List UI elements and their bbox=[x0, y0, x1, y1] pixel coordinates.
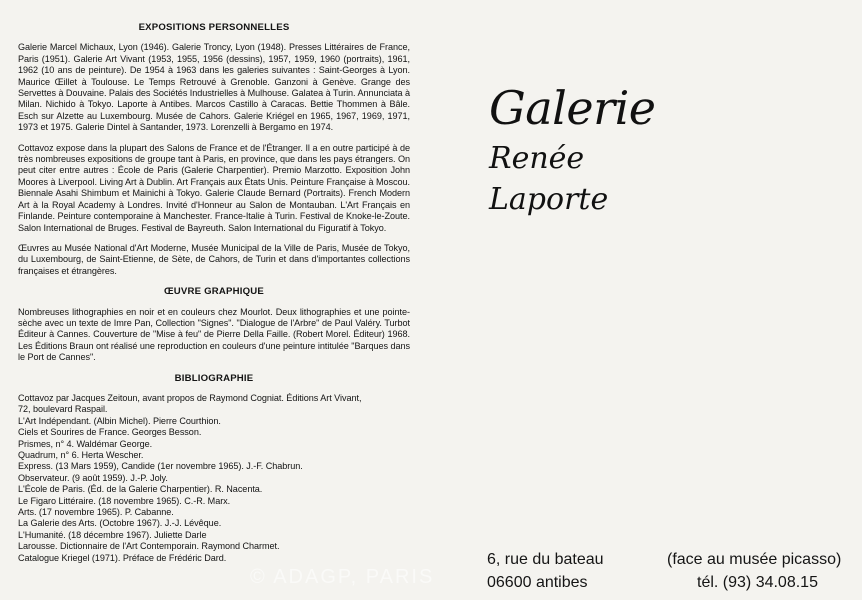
biblio-line: L'Art Indépendant. (Albin Michel). Pierre Courthion. bbox=[18, 415, 221, 426]
expositions-paragraph-3: Œuvres au Musée National d'Art Moderne, Musée Municipal de la Ville de Paris, Musée de Tokyo, du Luxembourg, de Saint-Etienne, de Sète, de Cahors, de Turin et dans d'importantes collections françaises et étrangères. bbox=[18, 242, 410, 276]
biblio-line: L'École de Paris. (Éd. de la Galerie Charpentier). R. Nacenta. bbox=[18, 484, 263, 495]
biblio-line: Quadrum, n° 6. Herta Wescher. bbox=[18, 450, 144, 460]
biblio-heading: BIBLIOGRAPHIE bbox=[174, 372, 254, 384]
biblio-line: Cottavoz par Jacques Zeitoun, avant propos de Raymond Cogniat. Éditions Art Vivant, bbox=[18, 392, 362, 403]
gallery-address bbox=[487, 548, 604, 594]
telephone: tél. (93) 34.08.15 bbox=[697, 574, 818, 591]
gallery-title bbox=[489, 80, 656, 220]
address-city: 06600 antibes bbox=[487, 574, 588, 591]
biblio-line: Observateur. (9 août 1959). J.-P. Joly. bbox=[18, 472, 168, 483]
oeuvre-paragraph: Nombreuses lithographies en noir et en couleurs chez Mourlot. Deux lithographies et une pointe-sèche avec un texte de Imre Pan, Collection "Signes". "Dialogue de l'Arbre" de Paul Valéry. Turbot Éditeur à Cannes. Couverture de "Mise à feu" de Pierre Della Faille. (Robert Morel. Éditeur) 1968. Les Éditions Braun ont réalisé une reproduction en couleurs d'une peinture intitulée "Barques dans le Port de Cannes". bbox=[18, 306, 410, 363]
biblio-line: Express. (13 Mars 1959), Candide (1er novembre 1965). J.-F. Chabrun. bbox=[18, 461, 303, 472]
title-renee: Renée bbox=[489, 141, 585, 176]
oeuvre-heading: ŒUVRE GRAPHIQUE bbox=[163, 286, 264, 298]
title-galerie: Galerie bbox=[489, 81, 656, 135]
bibliography-list bbox=[18, 393, 410, 564]
biblio-line: 72, boulevard Raspail. bbox=[18, 404, 108, 415]
biblio-line: Catalogue Kriegel (1971). Préface de Frédéric Dard. bbox=[18, 552, 227, 563]
expositions-paragraph-1: Galerie Marcel Michaux, Lyon (1946). Galerie Troncy, Lyon (1948). Presses Littéraires de France, Paris (1951). Galerie Art Vivant (1953, 1955, 1956 (dessins), 1957, 1959, 1960 (portraits), 1961, 1962 (10 ans de peinture). De 1954 à 1963 dans les galeries suivantes : Saint-Georges à Lyon. Maurice Œillet à Toulouse. Le Temps Retrouvé à Grenoble. Ganzoni à Genève. Grange des Servettes à Douvaine. Palais des Sociétés Industrielles à Mulhouse. Galatea à Turin. Annunciata à Milan. Nichido à Tokyo. Laporte à Antibes. Marcos Castillo à Caracas. Bettie Thommen à Bâle. Esch sur Alzette au Luxembourg. Musée de Cahors. Galerie Kriégel en 1965, 1967, 1969, 1971, 1973 et 1975. Galerie Dintel à Santander, 1973. Lorenzelli à Bergamo en 1974. bbox=[18, 42, 410, 133]
copyright-watermark: © ADAGP, PARIS bbox=[250, 566, 435, 588]
biblio-line: Arts. (17 novembre 1965). P. Cabanne. bbox=[18, 507, 174, 518]
biblio-line: Le Figaro Littéraire. (18 novembre 1965). C.-R. Marx. bbox=[18, 495, 231, 506]
biblio-line: Ciels et Sourires de France. Georges Besson. bbox=[18, 427, 202, 438]
exhibition-text-column bbox=[18, 22, 410, 564]
title-laporte: Laporte bbox=[489, 182, 609, 217]
address-street: 6, rue du bateau bbox=[487, 551, 604, 568]
biblio-line: Prismes, n° 4. Waldémar George. bbox=[18, 438, 153, 449]
expositions-paragraph-2: Cottavoz expose dans la plupart des Salons de France et de l'Étranger. Il a en outre participé à de très nombreuses expositions de groupe tant à Paris, en province, que dans les pays étrangers. On peut citer entre autres : École de Paris (Galerie Charpentier). Premio Marzotto. Exposition John Moores à Liverpool. Living Art à Dublin. Art Français aux États Unis. Peinture Française à Moscou. Biennale Asahi Shimbum et Mainichi à Tokyo. Galerie Claude Bernard (Portraits). French Modern Art à la Royal Academy à Londres. Invité d'Honneur au Salon de Montauban. L'Art Français en Finlande. Peinture contemporaine à Manchester. France-Italie à Turin. Festival de Knoke-le-Zoute. Salon International de Bruges. Festival de Bayreuth. Salon International du Figuratif à Tokyo. bbox=[18, 142, 410, 233]
location-note: (face au musée picasso) bbox=[667, 551, 842, 568]
biblio-line: La Galerie des Arts. (Octobre 1967). J.-J. Lévêque. bbox=[18, 518, 222, 529]
biblio-line: Larousse. Dictionnaire de l'Art Contemporain. Raymond Charmet. bbox=[18, 541, 280, 552]
biblio-line: L'Humanité. (18 décembre 1967). Juliette Darle bbox=[18, 529, 207, 540]
expositions-heading: EXPOSITIONS PERSONNELLES bbox=[138, 22, 290, 33]
gallery-contact bbox=[667, 548, 841, 594]
